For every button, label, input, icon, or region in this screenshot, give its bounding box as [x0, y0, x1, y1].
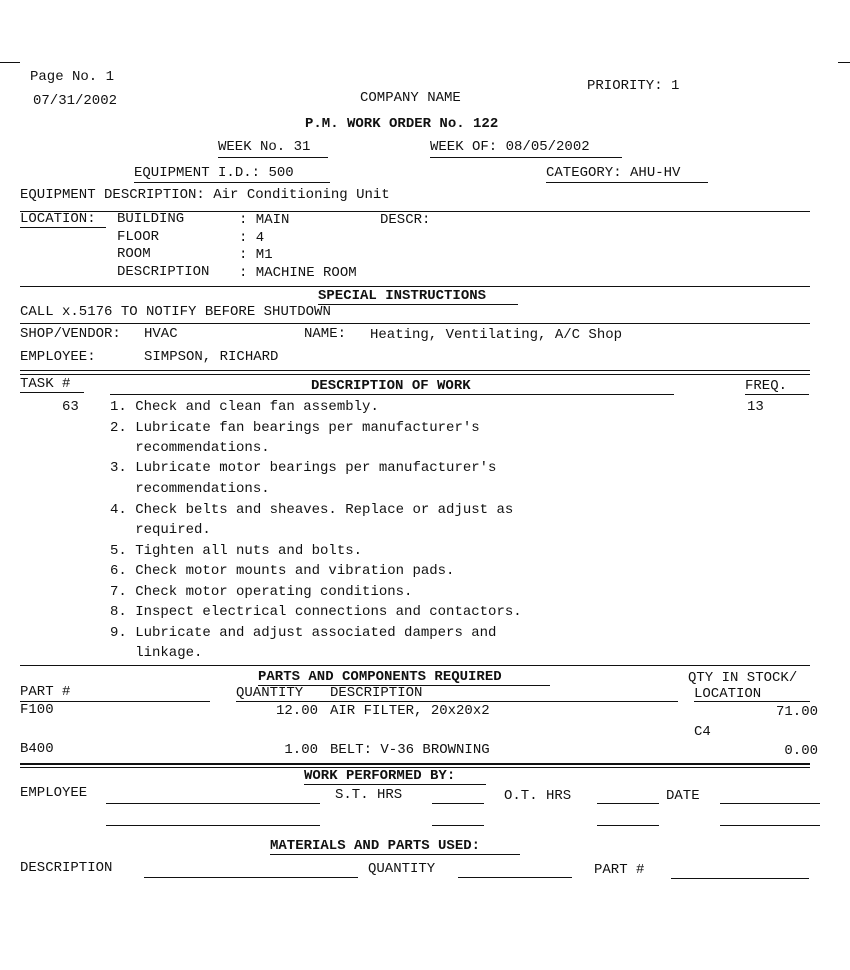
special-instructions-text: CALL x.5176 TO NOTIFY BEFORE SHUTDOWN: [20, 304, 331, 320]
stock-location: C4: [694, 724, 711, 740]
ot-hrs-label: O.T. HRS: [504, 788, 572, 804]
equipment-description-label: EQUIPMENT DESCRIPTION:: [20, 187, 205, 203]
week-no-label: WEEK No.: [218, 139, 286, 155]
category-value: AHU-HV: [630, 165, 681, 181]
special-instructions-heading: SPECIAL INSTRUCTIONS: [318, 288, 487, 304]
task-number: 63: [62, 399, 79, 415]
week-of: [430, 139, 590, 155]
week-of-value: 08/05/2002: [505, 139, 590, 155]
page-value: 1: [105, 69, 115, 85]
priority-label: PRIORITY:: [587, 78, 663, 94]
work-step-4: 4. Check belts and sheaves. Replace or adjust as: [110, 502, 514, 518]
floor-label: FLOOR: [117, 229, 160, 245]
company-name: COMPANY NAME: [360, 90, 461, 106]
divider-parts: [20, 763, 810, 765]
page-label: Page No.: [30, 69, 98, 85]
building-label: BUILDING: [117, 211, 185, 227]
equipment-description-value: Air Conditioning Unit: [213, 187, 390, 203]
materials-heading-underline: [270, 854, 520, 855]
ot-hrs-blank-1[interactable]: [597, 803, 659, 804]
shop-name-label: NAME:: [304, 326, 347, 342]
ot-hrs-blank-2[interactable]: [597, 825, 659, 826]
week-no: [218, 139, 310, 155]
work-order-title: P.M. WORK ORDER No. 122: [305, 116, 499, 132]
work-step-2: 2. Lubricate fan bearings per manufacturer's: [110, 420, 480, 436]
work-step-9: 9. Lubricate and adjust associated dampers and: [110, 625, 497, 641]
divider-shop-a: [20, 370, 810, 371]
parts-heading: PARTS AND COMPONENTS REQUIRED: [258, 669, 502, 685]
qty-in-stock-label: QTY IN STOCK/: [688, 670, 798, 686]
priority: [587, 78, 679, 94]
descr-label: DESCR:: [380, 212, 431, 228]
room-label: ROOM: [117, 246, 151, 262]
week-no-value: 31: [293, 139, 311, 155]
part-quantity: 1.00: [284, 742, 318, 758]
task-label-underline: [20, 392, 84, 393]
materials-description-label: DESCRIPTION: [20, 860, 113, 876]
freq-underline: [745, 394, 809, 395]
building-value: : MAIN: [239, 212, 290, 228]
part-number-label: PART #: [20, 684, 71, 700]
task-label: TASK #: [20, 376, 71, 392]
equipment-id: [134, 165, 294, 181]
divider-special: [20, 323, 810, 324]
st-hrs-blank-1[interactable]: [432, 803, 484, 804]
work-step-1: 1. Check and clean fan assembly.: [110, 399, 379, 415]
print-date: 07/31/2002: [33, 93, 118, 109]
part-description: AIR FILTER, 20x20x2: [330, 703, 490, 719]
description-heading-underline: [110, 394, 674, 395]
category: [546, 165, 680, 181]
employee-label: EMPLOYEE:: [20, 349, 96, 365]
location-label: LOCATION:: [20, 211, 96, 227]
part-number: F100: [20, 702, 54, 718]
date-blank-1[interactable]: [720, 803, 820, 804]
divider-location: [20, 286, 810, 287]
employee-blank-2[interactable]: [106, 825, 320, 826]
work-step-6: 6. Check motor mounts and vibration pads.: [110, 563, 455, 579]
location-col-underline: [694, 701, 810, 702]
equipment-id-label: EQUIPMENT I.D.:: [134, 165, 261, 181]
location-description-value: : MACHINE ROOM: [239, 265, 357, 281]
work-performed-heading: WORK PERFORMED BY:: [304, 768, 456, 784]
stock-quantity: 0.00: [784, 743, 818, 759]
category-underline: [546, 182, 708, 183]
location-description-label: DESCRIPTION: [117, 264, 210, 280]
divider-work: [20, 665, 810, 666]
date-blank-2[interactable]: [720, 825, 820, 826]
employee-value: SIMPSON, RICHARD: [144, 349, 279, 365]
part-description: BELT: V-36 BROWNING: [330, 742, 490, 758]
week-of-underline: [430, 157, 622, 158]
work-step-4-cont: required.: [110, 522, 211, 538]
floor-value: : 4: [239, 230, 265, 246]
week-of-label: WEEK OF:: [430, 139, 498, 155]
page-number: [30, 69, 114, 85]
work-step-5: 5. Tighten all nuts and bolts.: [110, 543, 363, 559]
scan-mark-left: [0, 62, 20, 63]
materials-part-blank[interactable]: [671, 878, 809, 879]
materials-heading: MATERIALS AND PARTS USED:: [270, 838, 481, 854]
st-hrs-blank-2[interactable]: [432, 825, 484, 826]
room-value: : M1: [239, 247, 273, 263]
qty-desc-underline: [236, 701, 678, 702]
work-step-3-cont: recommendations.: [110, 481, 270, 497]
equipment-description: [20, 187, 390, 203]
work-step-2-cont: recommendations.: [110, 440, 270, 456]
freq-label: FREQ.: [745, 378, 788, 394]
equipment-id-value: 500: [268, 165, 294, 181]
work-step-7: 7. Check motor operating conditions.: [110, 584, 413, 600]
equipment-id-underline: [134, 182, 330, 183]
quantity-column-label: QUANTITY: [236, 685, 304, 701]
freq-value: 13: [747, 399, 764, 415]
description-column-label: DESCRIPTION: [330, 685, 423, 701]
description-of-work-heading: DESCRIPTION OF WORK: [311, 378, 471, 394]
part-number: B400: [20, 741, 54, 757]
week-no-underline: [218, 157, 328, 158]
materials-part-label: PART #: [594, 862, 645, 878]
priority-value: 1: [671, 78, 680, 94]
materials-quantity-blank[interactable]: [458, 877, 572, 878]
performed-employee-label: EMPLOYEE: [20, 785, 88, 801]
shop-vendor-label: SHOP/VENDOR:: [20, 326, 121, 342]
divider-shop-b: [20, 374, 810, 375]
work-step-8: 8. Inspect electrical connections and contactors.: [110, 604, 522, 620]
shop-vendor-value: HVAC: [144, 326, 178, 342]
materials-quantity-label: QUANTITY: [368, 861, 436, 877]
special-heading-underline: [318, 304, 518, 305]
work-performed-underline: [304, 784, 486, 785]
location-column-label: LOCATION: [694, 686, 762, 702]
employee-blank-1[interactable]: [106, 803, 320, 804]
shop-name-value: Heating, Ventilating, A/C Shop: [370, 327, 623, 343]
date-label: DATE: [666, 788, 700, 804]
location-label-underline: [20, 227, 106, 228]
part-quantity: 12.00: [275, 703, 318, 719]
stock-quantity: 71.00: [775, 704, 818, 720]
work-step-9-cont: linkage.: [110, 645, 203, 661]
work-step-3: 3. Lubricate motor bearings per manufacturer's: [110, 460, 497, 476]
category-label: CATEGORY:: [546, 165, 622, 181]
st-hrs-label: S.T. HRS: [335, 787, 403, 803]
materials-description-blank[interactable]: [144, 877, 358, 878]
scan-mark-right: [838, 62, 850, 63]
